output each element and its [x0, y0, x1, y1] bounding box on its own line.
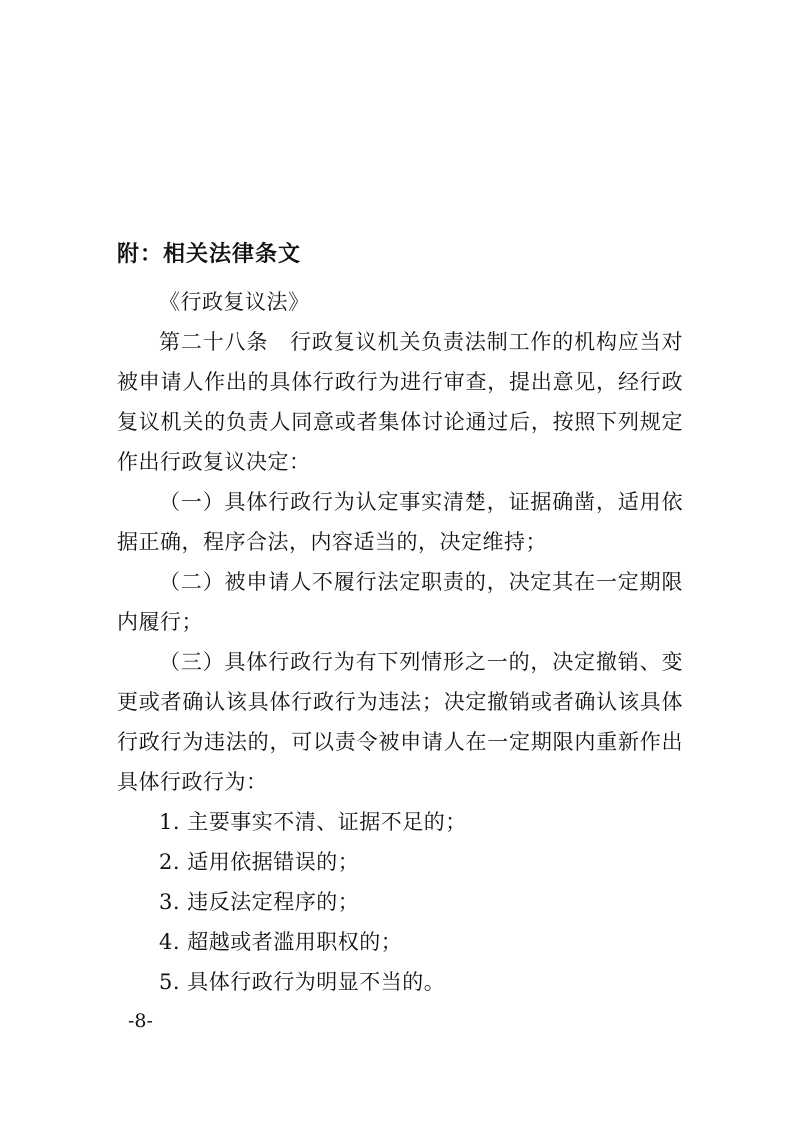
article-paragraph: 第二十八条 行政复议机关负责法制工作的机构应当对被申请人作出的具体行政行为进行审查，提出意见，经行政复议机关的负责人同意或者集体讨论通过后，按照下列规定作出行政复议决定： [117, 330, 683, 474]
list-item: 2. 适用依据错误的； [159, 850, 360, 874]
law-title: 《行政复议法》 [159, 290, 310, 314]
clause-1: （一）具体行政行为认定事实清楚，证据确凿，适用依据正确，程序合法，内容适当的，决定维持； [117, 490, 683, 554]
list-item: 5. 具体行政行为明显不当的。 [159, 970, 446, 994]
page-number: -8- [128, 1010, 153, 1032]
list-item: 3. 违反法定程序的； [159, 890, 360, 914]
list-item: 4. 超越或者滥用职权的； [159, 930, 403, 954]
clause-2: （二）被申请人不履行法定职责的，决定其在一定期限内履行； [117, 570, 683, 634]
law-text [117, 282, 683, 1002]
list-item: 1. 主要事实不清、证据不足的； [159, 810, 467, 834]
section-heading: 附：相关法律条文 [117, 242, 302, 267]
clause-3: （三）具体行政行为有下列情形之一的，决定撤销、变更或者确认该具体行政行为违法；决定撤销或者确认该具体行政行为违法的，可以责令被申请人在一定期限内重新作出具体行政行为： [117, 650, 683, 794]
